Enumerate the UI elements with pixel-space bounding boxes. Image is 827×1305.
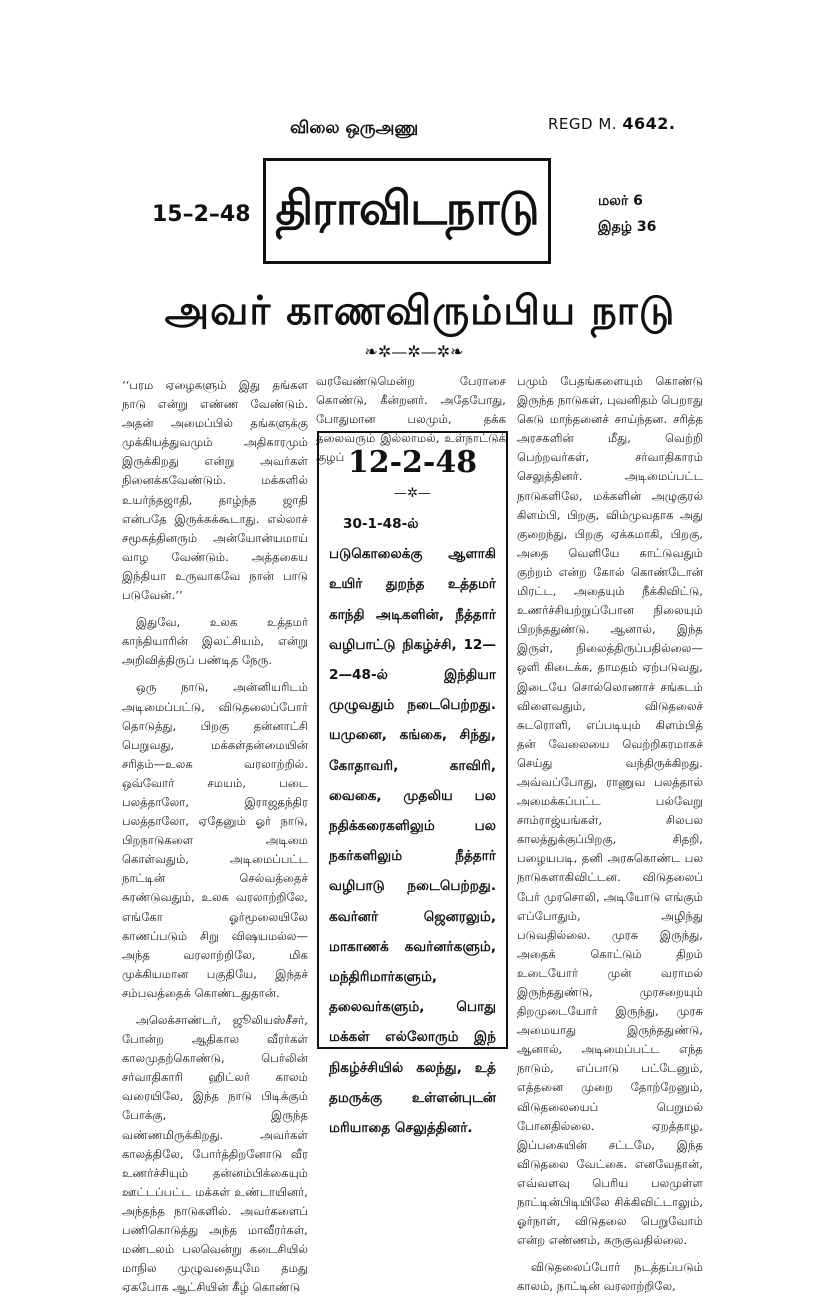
paragraph: விடுதலைப்போர் நடத்தப்படும் காலம், நாட்டின் வரலாற்றிலே, <box>517 1260 703 1294</box>
box-date: 12-2-48 <box>347 445 478 480</box>
news-box <box>317 431 508 1137</box>
article-column-3 <box>517 372 703 1305</box>
volume-label: மலர் 6 <box>598 193 643 209</box>
box-paragraph: 30-1-48-ல் படுகொலைக்கு ஆளாகி உயிர் துறந்த உத்தமர் காந்தி அடிகளின், நீத்தார் வழிபாட்டு நிகழ்ச்சி, 12—2—48-ல் இந்தியா முழுவதும் நடைபெற்றது. யமுனை, கங்கை, சிந்து, கோதாவரி, காவிரி, வைகை, முதலிய பல நதிக்கரைகளிலும் பல நகர்களிலும் நீத்தார் வழிபாடு நடைபெற்றது. கவர்னர் ஜெனரலும், மாகாணக் கவர்னர்களும், மந்திரிமார்களும், தலைவர்களும், பொது மக்கள் எல்லோரும் இந் நிகழ்ச்சியில் கலந்து, உத் தமருக்கு உள்ளன்புடன் மரியாதை செலுத்தினர். <box>329 516 496 1137</box>
box-text <box>329 509 496 1143</box>
paragraph: ‘‘பரம ஏழைகளும் இது தங்கள நாடு என்று எண்ண வேண்டும். அதன் அமைப்பில் தங்களுக்கு முக்கியத்துவமும் அதிகாரமும் இருக்கிறது என்று அவர்கள் நினைக்கவேண்டும். மக்களில் உயர்ந்தஜாதி, தாழ்ந்த ஜாதி என்பதே இருக்கக்கூடாது. எல்லாச் சமூகத்தினரும் அன்யோன்யமாய் வாழ வேண்டும். அத்தகைய இந்தியா உருவாகவே நான் பாடு படுவேன்.’’ <box>122 378 308 603</box>
regd-number: 4642. <box>622 114 676 133</box>
registration-number <box>548 114 675 133</box>
masthead <box>263 158 551 264</box>
issue-date: 15–2–48 <box>152 202 251 227</box>
headline: அவர் காணவிரும்பிய நாடு <box>164 288 676 334</box>
masthead-title: திராவிடநாடு <box>275 180 539 235</box>
paragraph: பமும் பேதங்களையும் கொண்டு இருந்த நாடுகள், புவனிதம் பெறாது கெடு மாந்தனைச் சாய்ந்தன. சரித்த அரசகளின் மீது, வெற்றி பெற்றவர்கள், சர்வாதிகாரம் செலுத்தினர். அடிமைப்பட்ட நாடுகளிலே, மக்களின் அழுகுரல் கிளம்பி, பிறகு, விம்முவதாக அது குறைந்து, பிறகு ஏக்கமாகி, பிறகு, அதை வெளியே காட்டுவதும் குற்றம் என்ற கோல் கொண்டோன் மிரட்ட, அதையும் நீக்கிவிட்டு, உணர்ச்சியற்றுப்போன நிலையும் பிறந்ததுண்டு. ஆனால், இந்த இருள், நிலைத்திருப்பதில்லை—ஒளி கிடைக்க, தாமதம் ஏற்படுவது, இடையே சொல்லொணாச் சங்கடம் விளைவதும், விடுதலைச் சுடரொளி, எப்படியும் கிளம்பித் தன் வேலையை வெற்றிகரமாகச் செய்து வந்திருக்கிறது. அவ்வப்போது, ராணுவ பலத்தால் அமைக்கப்பட்ட பல்வேறு சாம்ராஜ்யங்கள், சிலபல காலத்துக்குப்பிறகு, சிதறி, பழையபடி, தனி அரசுகொண்ட பல நாடுகளாகிவிட்டன. விடுதலைப் பேர் முரசொலி, அடியோடு எங்கும் எப்போதும், அழிந்து படுவதில்லை. முரசு இருந்து, அதைக் கொட்டும் திறம் உடையோர் முன் வராமல் இருந்ததுண்டு, முரசறையும் திறமுடையோர் இருந்து, முரசு அமையாது இருந்ததுண்டு, ஆனால், அடிமைப்பட்ட எந்த நாடும், எப்பாடு பட்டேனும், எத்தனை முறை தோற்றேனும், விடுதலையைப் பெறுமல் போனதில்லை. ஏறத்தாழ, இப்பகையின் சட்டமே, இந்த விடுதலை வேட்கை. எனவேதான், எவ்வளவு பெரிய பலமுள்ள நாட்டின்பிடியிலே சிக்கிவிட்டாலும், ஓர்நாள், விடுதலை பெறுவோம் என்ற எண்ணம், கருகுவதில்லை. <box>517 374 703 1248</box>
ornament-divider: ❧✲—✲—✲❧ <box>364 342 464 361</box>
regd-prefix: REGD M. <box>548 115 618 133</box>
paragraph: இதுவே, உலக உத்தமர் காந்தியாரின் இலட்சியம், என்று அறிவித்திருப் பண்டித நேரு. <box>122 615 308 668</box>
price-label: விலை ஒருஅணு <box>290 118 419 138</box>
paragraph: வரவேண்டுமென்ற பேராசை கொண்டு, கீன்றனர். அதேபோது, போதுமான பலமும், தக்க தலைவரும் இல்லாமல், உள்நாட்டுக் குழப் <box>316 374 506 465</box>
paragraph: ஒரு நாடு, அன்னியரிடம் அடிமைப்பட்டு, விடுதலைப்போர் தொடுத்து, பிறகு தன்னாட்சி பெறுவது, மக்கள்தன்மையின் சரிதம்—உலக வரலாற்றில். ஒவ்வோர் சமயம், படை பலத்தாலோ, இராஜதந்திர பலத்தாலோ, ஏதேனும் ஓர் நாடு, பிறநாடுகளை அடிமை கொள்வதும், அடிமைப்பட்ட நாட்டின் செல்வத்தைச் சுரண்டுவதும், உலக வரலாற்றிலே, எங்கோ ஓர்மூலையிலே காணப்படும் சிறு விஷயமல்ல—அந்த வரலாற்றிலே, மிக முக்கியமான பகுதியே, இந்தச் சம்பவத்தைக் கொண்டதுதான். <box>122 680 308 1000</box>
paragraph: அலெக்சாண்டர், ஜூலியஸ்சீசர், போன்ற ஆதிகால வீரர்கள் காலமுதற்கொண்டு, பெர்லின் சர்வாதிகாரி ஹிட்லர் காலம் வரையிலே, இந்த நாடு பிடிக்கும் போக்கு, இருந்த வண்ணமிருக்கிறது. அவர்கள் காலத்திலே, போர்த்திறனோடு வீர உணர்ச்சியும் தன்னம்பிக்கையும் ஊட்டப்பட்ட மக்கள் உண்டாயினர், அந்தந்த நாடுகளில். அவர்களைப் பணிகொடுத்து அந்த மாவீரர்கள், மண்டலம் பலவென்று கடைசியில் மாநில முழுவதையுமே தமது ஏகபோக ஆட்சியின் கீழ் கொண்டு <box>122 1013 308 1295</box>
volume-issue <box>598 188 656 240</box>
issue-label: இதழ் 36 <box>598 219 657 235</box>
box-ornament: —✲— <box>394 486 431 501</box>
